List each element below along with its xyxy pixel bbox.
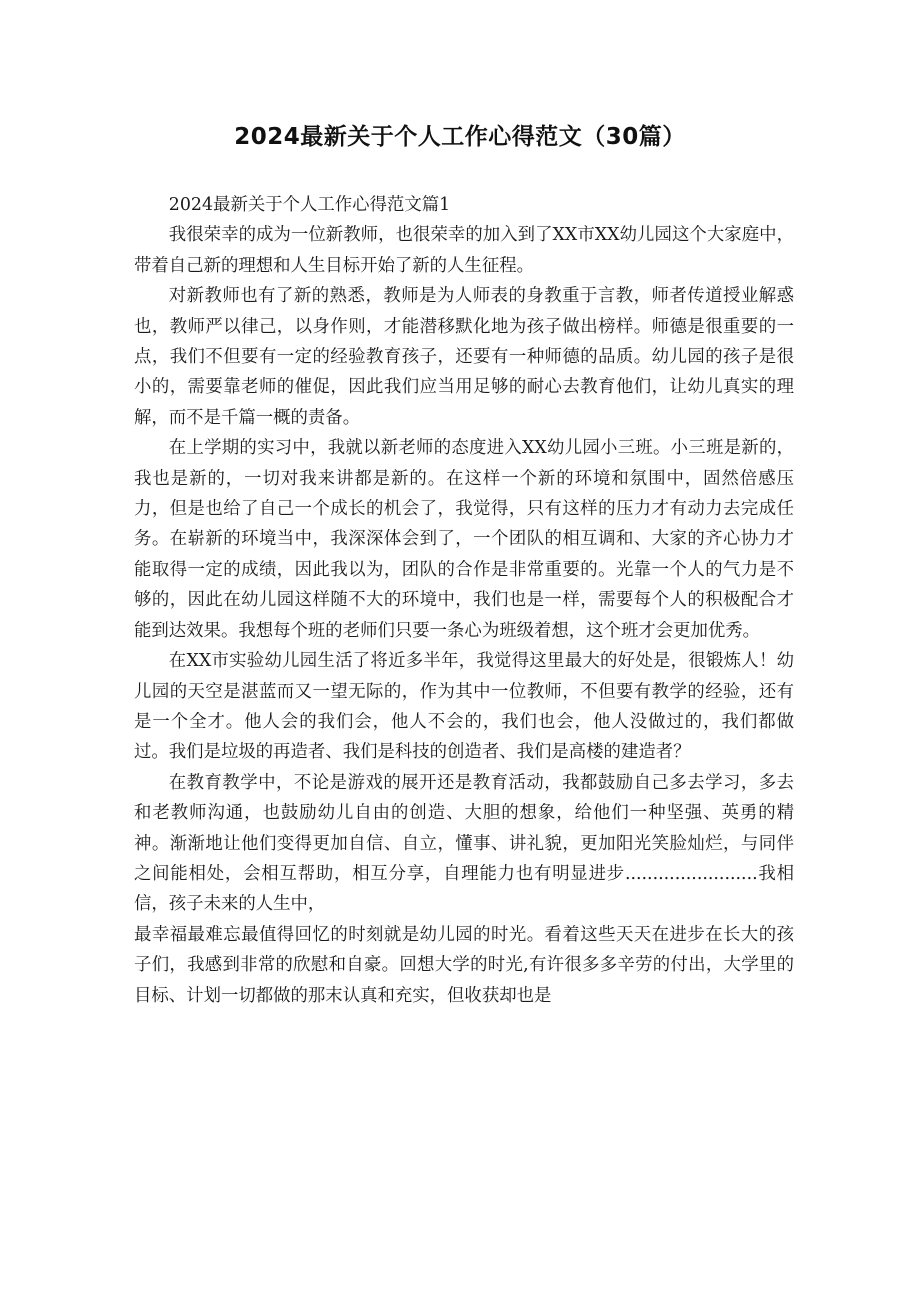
section-heading: 2024最新关于个人工作心得范文篇1 bbox=[168, 195, 451, 215]
paragraph-1: 我很荣幸的成为一位新教师，也很荣幸的加入到了XX市XX幼儿园这个大家庭中，带着自己新的理想和人生目标开始了新的人生征程。 bbox=[134, 225, 794, 276]
paragraph-4: 在XX市实验幼儿园生活了将近多半年，我觉得这里最大的好处是，很锻炼人！幼儿园的天空是湛蓝而又一望无际的，作为其中一位教师，不但要有教学的经验，还有是一个全才。他人会的我们会，他人不会的，我们也会，他人没做过的，我们都做过。我们是垃圾的再造者、我们是科技的创造者、我们是高楼的建造者？ bbox=[134, 651, 794, 763]
document-title: 2024最新关于个人工作心得范文（30篇） bbox=[234, 124, 686, 150]
paragraph-2: 对新教师也有了新的熟悉，教师是为人师表的身教重于言教，师者传道授业解惑也，教师严以律己，以身作则，才能潜移默化地为孩子做出榜样。师德是很重要的一点，我们不但要有一定的经验教育孩子，还要有一种师德的品质。幼儿园的孩子是很小的，需要靠老师的催促，因此我们应当用足够的耐心去教育他们，让幼儿真实的理解，而不是千篇一概的责备。 bbox=[134, 286, 794, 428]
document-body bbox=[134, 190, 794, 1011]
paragraph-5: 在教育教学中，不论是游戏的展开还是教育活动，我都鼓励自己多去学习，多去和老教师沟通，也鼓励幼儿自由的创造、大胆的想象，给他们一种坚强、英勇的精神。渐渐地让他们变得更加自信、自立，懂事、讲礼貌，更加阳光笑脸灿烂，与同伴之间能相处，会相互帮助，相互分享，自理能力也有明显进步........................我相信，孩子未来的人生中， bbox=[134, 772, 794, 915]
paragraph-6: 最幸福最难忘最值得回忆的时刻就是幼儿园的时光。看着这些天天在进步在长大的孩子们，我感到非常的欣慰和自豪。回想大学的时光,有许很多多辛劳的付出，大学里的目标、计划一切都做的那末认真和充实，但收获却也是 bbox=[134, 924, 794, 1006]
paragraph-3: 在上学期的实习中，我就以新老师的态度进入XX幼儿园小三班。小三班是新的，我也是新的，一切对我来讲都是新的。在这样一个新的环境和氛围中，固然倍感压力，但是也给了自己一个成长的机会了，我觉得，只有这样的压力才有动力去完成任务。在崭新的环境当中，我深深体会到了，一个团队的相互调和、大家的齐心协力才能取得一定的成绩，因此我以为，团队的合作是非常重要的。光靠一个人的气力是不够的，因此在幼儿园这样随不大的环境中，我们也是一样，需要每个人的积极配合才能到达效果。我想每个班的老师们只要一条心为班级着想，这个班才会更加优秀。 bbox=[134, 438, 794, 641]
